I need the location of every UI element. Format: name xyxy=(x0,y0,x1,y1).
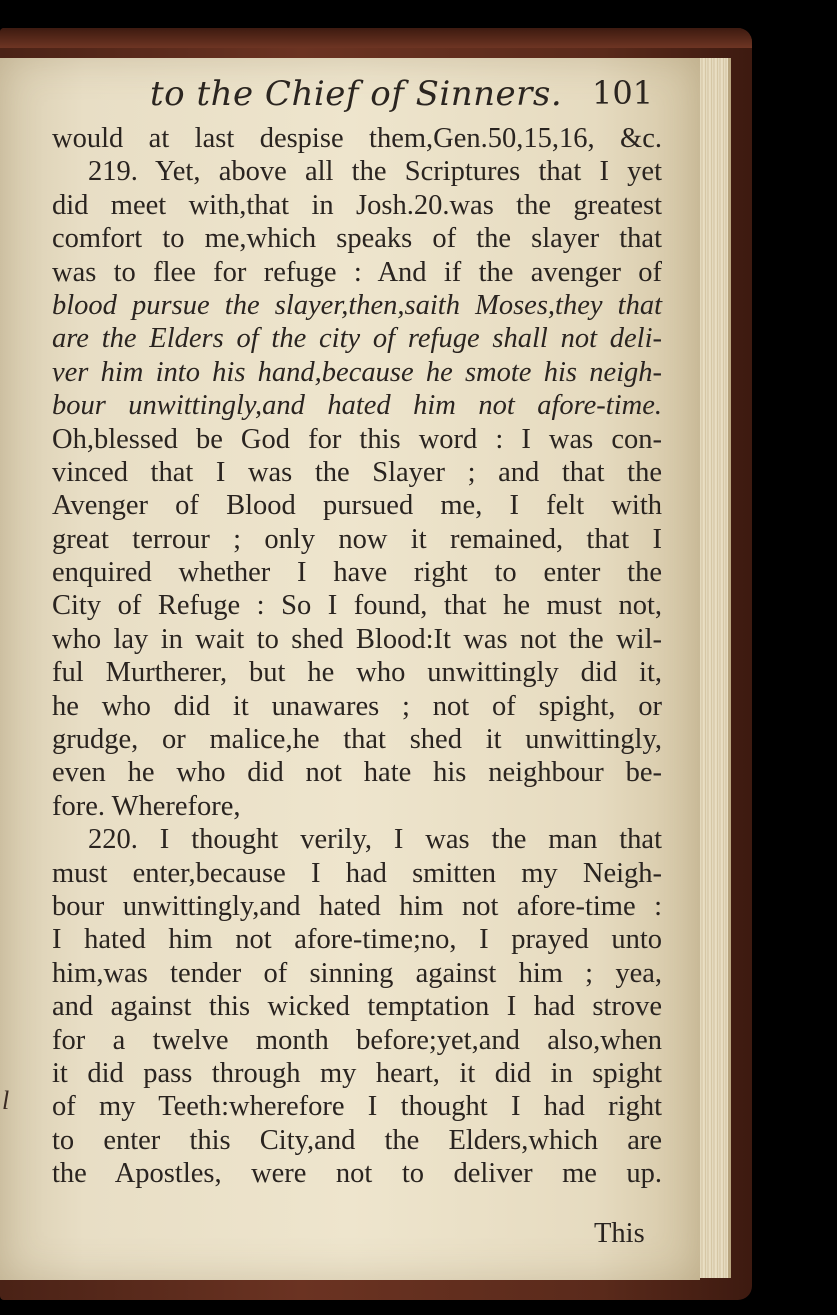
text-line: ver him into his hand,because he smote his neigh- xyxy=(52,356,662,388)
margin-mark: l xyxy=(2,1086,10,1115)
text-line: to enter this City,and the Elders,which are xyxy=(52,1124,662,1156)
text-line: comfort to me,which speaks of the slayer that xyxy=(52,223,662,255)
catchword: This xyxy=(594,1218,645,1249)
text-line: must enter,because I had smitten my Neigh- xyxy=(52,857,662,889)
page-number: 101 xyxy=(592,74,654,112)
text-line: Oh,blessed be God for this word : I was con- xyxy=(52,423,662,455)
text-line: even he who did not hate his neighbour be- xyxy=(52,757,662,789)
text-line: for a twelve month before;yet,and also,when xyxy=(52,1024,662,1056)
text-line: blood pursue the slayer,then,saith Moses,they that xyxy=(52,289,662,321)
text-line: 220. I thought verily, I was the man that xyxy=(88,824,662,856)
text-line: are the Elders of the city of refuge shall not deli- xyxy=(52,323,662,355)
text-line: great terrour ; only now it remained, that I xyxy=(52,523,662,555)
text-line: City of Refuge : So I found, that he must not, xyxy=(52,590,662,622)
text-line: did meet with,that in Josh.20.was the greatest xyxy=(52,189,662,221)
text-line: would at last despise them,Gen.50,15,16, &c. xyxy=(52,123,662,154)
text-line: it did pass through my heart, it did in spight xyxy=(52,1057,662,1089)
text-line: bour unwittingly,and hated him not afore-time. xyxy=(52,390,662,422)
text-line: him,was tender of sinning against him ; yea, xyxy=(52,957,662,989)
text-line: enquired whether I have right to enter the xyxy=(52,557,662,589)
book-cover-top-edge xyxy=(0,28,752,48)
text-line: 219. Yet, above all the Scriptures that I yet xyxy=(88,156,662,188)
body-text xyxy=(52,122,662,1191)
running-head: to the Chief of Sinners. xyxy=(150,74,563,114)
text-line: and against this wicked temptation I had strove xyxy=(52,991,662,1023)
text-line: ful Murtherer, but he who unwittingly did it, xyxy=(52,657,662,689)
text-line: the Apostles, were not to deliver me up. xyxy=(52,1158,662,1190)
text-line: Avenger of Blood pursued me, I felt with xyxy=(52,490,662,522)
text-line: I hated him not afore-time;no, I prayed unto xyxy=(52,924,662,956)
text-line: vinced that I was the Slayer ; and that the xyxy=(52,456,662,488)
text-line: bour unwittingly,and hated him not afore-time : xyxy=(52,890,662,922)
text-line: he who did it unawares ; not of spight, or xyxy=(52,690,662,722)
text-line: who lay in wait to shed Blood:It was not the wil- xyxy=(52,623,662,655)
text-line: was to flee for refuge : And if the avenger of xyxy=(52,256,662,288)
text-line: of my Teeth:wherefore I thought I had right xyxy=(52,1091,662,1123)
text-line: grudge, or malice,he that shed it unwittingly, xyxy=(52,724,662,756)
text-line: fore. Wherefore, xyxy=(52,790,241,822)
